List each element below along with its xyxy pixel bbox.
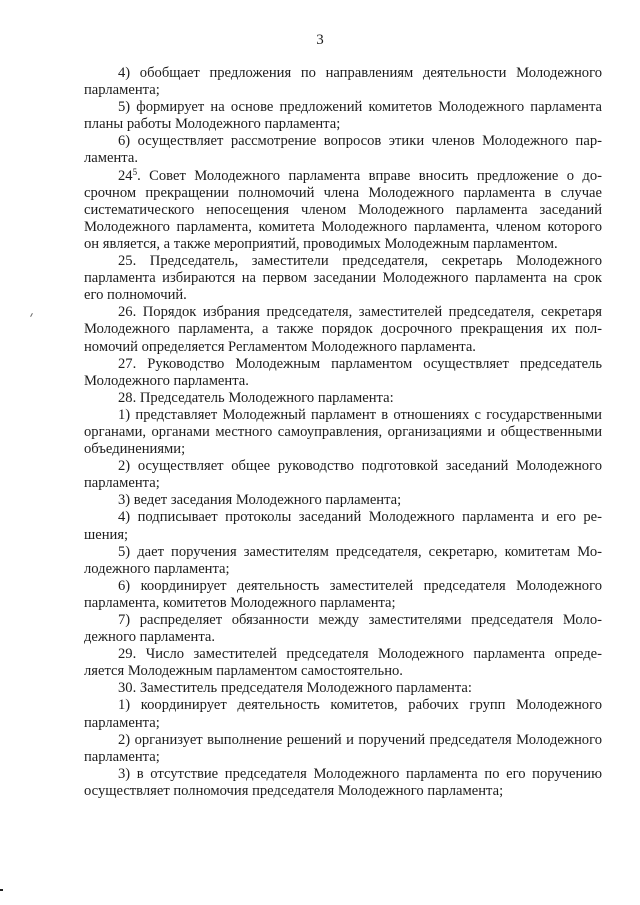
paragraph: 4) обобщает предложения по направлениям деятельности Молодежного парламента; (84, 65, 602, 99)
clause-superscript: 5 (132, 166, 138, 177)
paragraph: 4) подписывает протоколы заседаний Молодежного парламента и его решения; (84, 509, 602, 543)
paragraph: 26. Порядок избрания председателя, заместителей председателя, секретаря Молодежного парламента, а также порядок досрочного прекращения их полномочий определяется Регламентом Молодежного парламента. (84, 304, 602, 355)
paragraph: 5) формирует на основе предложений комитетов Молодежного парламента планы работы Молодежного парламента; (84, 99, 602, 133)
paragraph: 1) координирует деятельность комитетов, рабочих групп Молодежного парламента; (84, 697, 602, 731)
scan-speck (30, 313, 33, 317)
paragraph: 27. Руководство Молодежным парламентом осуществляет председатель Молодежного парламента. (84, 355, 602, 389)
paragraph: 7) распределяет обязанности между заместителями председателя Молодежного парламента. (84, 612, 602, 646)
paragraph: 1) представляет Молодежный парламент в отношениях с государственными органами, органами местного самоуправления, организациями и общественными объединениями; (84, 406, 602, 458)
clause-number: 24 (118, 167, 133, 184)
paragraph: 25. Председатель, заместители председателя, секретарь Молодежного парламента избираются на первом заседании Молодежного парламента на срок его полномочий. (84, 253, 602, 304)
paragraph: 2) осуществляет общее руководство подготовкой заседаний Молодежного парламента; (84, 458, 602, 492)
page-number: 3 (316, 32, 324, 48)
paragraph: 3) в отсутствие председателя Молодежного парламента по его поручению осуществляет полномочия председателя Молодежного парламента; (84, 765, 602, 799)
clause-text: . Совет Молодежного парламента вправе вносить предложение о досрочном прекращении полномочий члена Молодежного парламента в случае систематического непосещения членом Молодежного парламента заседаний Молодежного парламента, комитета Молодежного парламента, членом которого он является, а также мероприятий, проводимых Молодежным парламентом. (84, 167, 602, 252)
paragraph: 3) ведет заседания Молодежного парламента; (118, 492, 402, 509)
paragraph: 30. Заместитель председателя Молодежного парламента: (118, 680, 472, 697)
scan-speck (0, 889, 3, 891)
paragraph: 6) координирует деятельность заместителей председателя Молодежного парламента, комитетов Молодежного парламента; (84, 577, 602, 611)
paragraph: 5) дает поручения заместителям председателя, секретарю, комитетам Молодежного парламента; (84, 543, 602, 577)
paragraph: 29. Число заместителей председателя Молодежного парламента определяется Молодежным парламентом самостоятельно. (84, 646, 602, 680)
paragraph: 2) организует выполнение решений и поручений председателя Молодежного парламента; (84, 731, 602, 765)
paragraph: 6) осуществляет рассмотрение вопросов этики членов Молодежного парламента. (84, 133, 602, 167)
paragraph: 28. Председатель Молодежного парламента: (118, 389, 394, 406)
paragraph (84, 168, 602, 253)
document-body (84, 65, 602, 800)
